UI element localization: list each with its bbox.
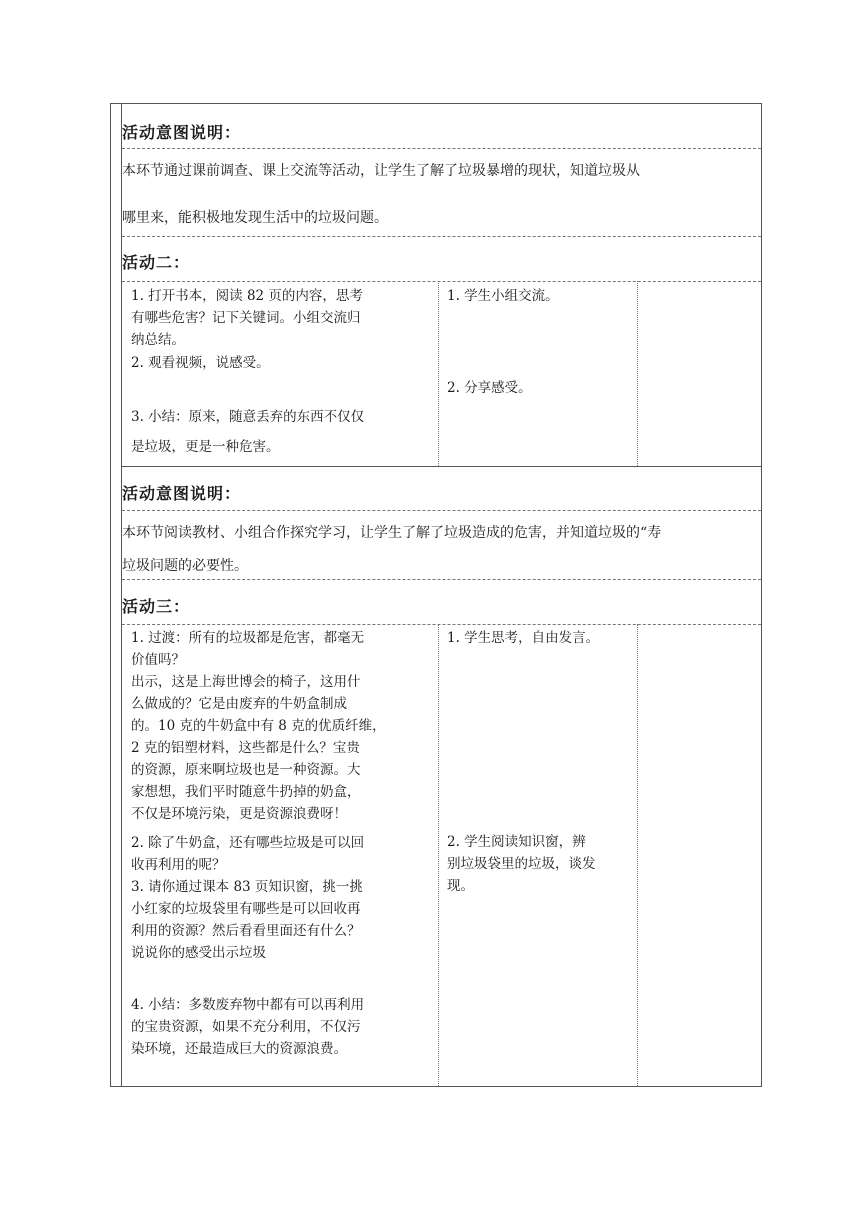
activity2-teacher-step1: 1. 打开书本，阅读 82 页的内容，思考 有哪些危害？记下关键词。小组交流归 纳总结。 <box>131 288 363 348</box>
activity-heading-3: 活动三： <box>122 597 191 616</box>
intent-text-1-line1: 本环节通过课前调查、课上交流等活动，让学生了解了垃圾暴增的现状，知道垃圾从 <box>122 163 640 179</box>
activity3-teacher-summary: 4. 小结：多数废弃物中都有可以再利用 的宝贵资源，如果不充分利用，不仅污 染环境，还最造成巨大的资源浪费。 <box>131 997 365 1057</box>
divider <box>122 281 761 282</box>
divider <box>122 510 761 511</box>
divider <box>122 466 761 467</box>
activity-heading-2: 活动二： <box>122 253 191 272</box>
divider <box>122 579 761 580</box>
activity2-teacher-step2: 2. 观看视频，说感受。 <box>131 355 270 371</box>
column-divider <box>637 281 638 466</box>
column-divider <box>637 624 638 1087</box>
activity3-student-step2: 2. 学生阅读知识窗，辨 别垃圾袋里的垃圾，谈发 现。 <box>447 834 596 894</box>
column-divider <box>438 281 439 466</box>
intent-heading-1: 活动意图说明： <box>122 123 242 142</box>
column-divider <box>438 624 439 1087</box>
activity3-teacher-transition: 1. 过渡：所有的垃圾都是危害，都毫无 价值吗？ 出示，这是上海世博会的椅子，这用什 么做成的？它是由废弃的牛奶盒制成 的。10 克的牛奶盒中有 8 克的优质纤维， 2 克的铝塑材料，这些都是什么？宝贵 的资源，原来啊垃圾也是一种资源。大 家想想，我们平时随意牛扔掉的奶盒， 不仅是环境污染，更是资源浪费呀！ <box>131 630 386 822</box>
activity3-teacher-steps: 2. 除了牛奶盒，还有哪些垃圾是可以回 收再利用的呢？ 3. 请你通过课本 83 页知识窗，挑一挑 小红家的垃圾袋里有哪些是可以回收再 利用的资源？然后看看里面还有什么？ 说说你的感受出示垃圾 <box>131 835 365 961</box>
divider <box>122 624 761 625</box>
intent-text-2-line1: 本环节阅读教材、小组合作探究学习，让学生了解了垃圾造成的危害，并知道垃圾的“寿 <box>122 525 662 541</box>
lesson-table <box>110 103 762 1087</box>
divider <box>122 148 761 149</box>
activity2-student-step2: 2. 分享感受。 <box>447 380 532 396</box>
intent-heading-2: 活动意图说明： <box>122 484 242 503</box>
activity2-teacher-summary: 3. 小结：原来，随意丢弃的东西不仅仅 是垃圾，更是一种危害。 <box>131 409 365 455</box>
intent-text-2-line2: 垃圾问题的必要性。 <box>122 558 248 574</box>
intent-text-1-line2: 哪里来，能积极地发现生活中的垃圾问题。 <box>122 210 388 226</box>
activity2-student-step1: 1. 学生小组交流。 <box>447 288 559 304</box>
divider <box>122 236 761 237</box>
activity3-student-step1: 1. 学生思考，自由发言。 <box>447 630 600 646</box>
